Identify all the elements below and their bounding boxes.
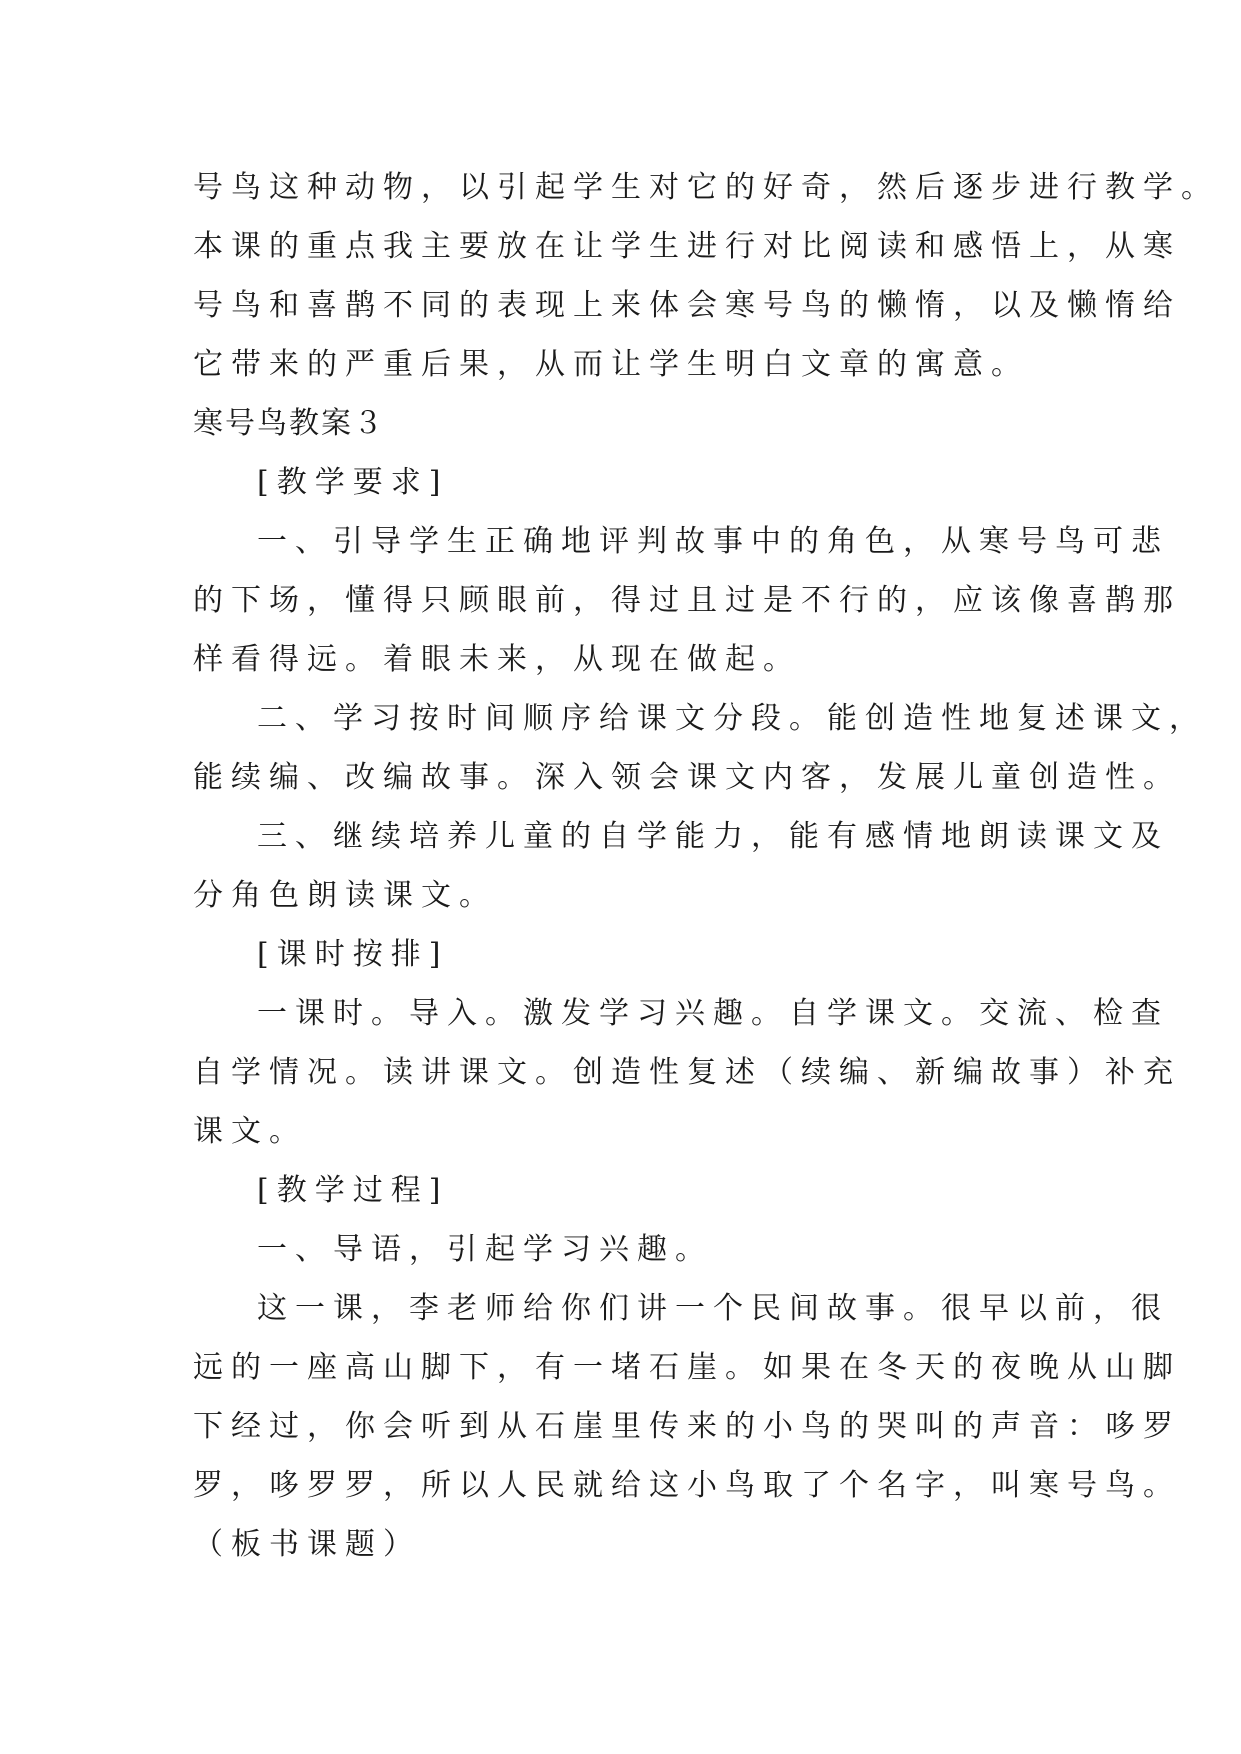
text-line: 的下场，懂得只顾眼前，得过且过是不行的，应该像喜鹊那 xyxy=(193,583,1181,618)
text-line: 本课的重点我主要放在让学生进行对比阅读和感悟上，从寒 xyxy=(193,229,1181,264)
text-line: 号鸟这种动物，以引起学生对它的好奇，然后逐步进行教学。 xyxy=(193,170,1219,205)
section-heading-process: [教学过程] xyxy=(257,1173,449,1208)
text-line: 这一课，李老师给你们讲一个民间故事。很早以前，很 xyxy=(257,1291,1169,1326)
text-line: 它带来的严重后果，从而让学生明白文章的寓意。 xyxy=(193,347,1029,382)
text-line: 下经过，你会听到从石崖里传来的小鸟的哭叫的声音：哆罗 xyxy=(193,1409,1181,1444)
text-line: 能续编、改编故事。深入领会课文内客，发展儿童创造性。 xyxy=(193,760,1181,795)
text-line: 一、导语，引起学习兴趣。 xyxy=(257,1232,713,1267)
text-line: 远的一座高山脚下，有一堵石崖。如果在冬天的夜晚从山脚 xyxy=(193,1350,1181,1385)
text-line: 自学情况。读讲课文。创造性复述（续编、新编故事）补充 xyxy=(193,1055,1181,1090)
text-line: 一、引导学生正确地评判故事中的角色，从寒号鸟可悲 xyxy=(257,524,1169,559)
section-heading-schedule: [课时按排] xyxy=(257,937,449,972)
text-line: 样看得远。着眼未来，从现在做起。 xyxy=(193,642,801,677)
text-line: 一课时。导入。激发学习兴趣。自学课文。交流、检查 xyxy=(257,996,1169,1031)
document-body xyxy=(193,158,1219,1574)
text-line: 号鸟和喜鹊不同的表现上来体会寒号鸟的懒惰，以及懒惰给 xyxy=(193,288,1181,323)
text-line: 罗，哆罗罗，所以人民就给这小鸟取了个名字，叫寒号鸟。 xyxy=(193,1468,1181,1503)
text-line: 三、继续培养儿童的自学能力，能有感情地朗读课文及 xyxy=(257,819,1169,854)
text-line: （板书课题） xyxy=(193,1527,421,1562)
text-line: 分角色朗读课文。 xyxy=(193,878,497,913)
text-line: 二、学习按时间顺序给课文分段。能创造性地复述课文， xyxy=(257,701,1207,736)
section-heading-requirements: [教学要求] xyxy=(257,465,449,500)
text-line: 课文。 xyxy=(193,1114,307,1149)
section-title: 寒号鸟教案３ xyxy=(193,406,385,441)
